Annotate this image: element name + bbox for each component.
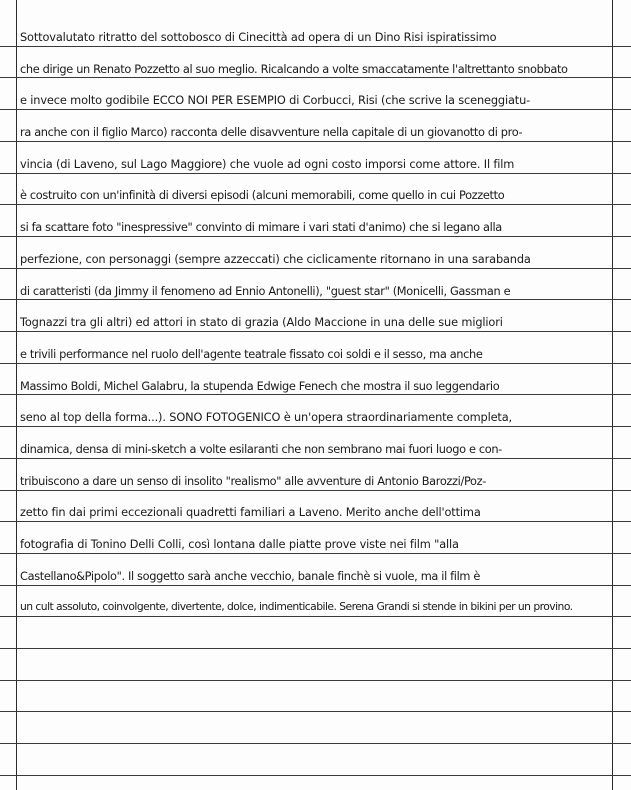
text-line: di caratteristi (da Jimmy il fenomeno ad Ennio Antonelli), "guest star" (Monicelli, Gassman e <box>20 283 511 298</box>
text-line: e invece molto godibile ECCO NOI PER ESEMPIO di Corbucci, Risi (che scrive la sceneggiatu- <box>20 93 531 108</box>
ruled-line <box>0 711 631 712</box>
text-line: zetto fin dai primi eccezionali quadretti familiari a Laveno. Merito anche dell'ottima <box>20 505 481 520</box>
text-line: è costruito con un'infinità di diversi episodi (alcuni memorabili, come quello in cui Pozzetto <box>20 188 505 203</box>
text-line: Sottovalutato ritratto del sottobosco di Cinecittà ad opera di un Dino Risi ispiratissimo <box>20 30 497 44</box>
ruled-line <box>0 680 631 681</box>
right-margin-line <box>612 0 613 790</box>
text-line: ra anche con il figlio Marco) racconta delle disavventure nella capitale di un giovanotto di pro- <box>20 125 523 140</box>
text-line: vincia (di Laveno, sul Lago Maggiore) che vuole ad ogni costo imporsi come attore. Il film <box>20 156 515 171</box>
text-line: si fa scattare foto "inespressive" convinto di mimare i vari stati d'animo) che si legano alla <box>20 220 502 235</box>
text-line: Tognazzi tra gli altri) ed attori in stato di grazia (Aldo Maccione in una delle sue migliori <box>20 315 503 330</box>
text-line: fotografia di Tonino Delli Colli, così lontana dalle piatte prove viste nei film "alla <box>20 537 459 551</box>
left-margin-line <box>16 0 17 790</box>
handwritten-text <box>20 20 612 622</box>
ruled-line <box>0 775 631 776</box>
text-line: che dirige un Renato Pozzetto al suo meglio. Ricalcando a volte smaccatamente l'altrettanto snobbato <box>20 61 568 76</box>
text-line: un cult assoluto, coinvolgente, divertente, dolce, indimenticabile. Serena Grandi si stende in bikini per un provino. <box>20 600 573 614</box>
text-line: Castellano&Pipolo". Il soggetto sarà anche vecchio, banale finchè si vuole, ma il film è <box>20 568 481 583</box>
ruled-line <box>0 743 631 744</box>
text-line: Massimo Boldi, Michel Galabru, la stupenda Edwige Fenech che mostra il suo leggendario <box>20 378 500 393</box>
text-line: seno al top della forma...). SONO FOTOGENICO è un'opera straordinariamente completa, <box>20 410 513 425</box>
text-line: tribuiscono a dare un senso di insolito "realismo" alle avventure di Antonio Barozzi/Poz- <box>20 473 487 488</box>
text-line: e trivili performance nel ruolo dell'agente teatrale fissato coi soldi e il sesso, ma anche <box>20 346 483 361</box>
text-line: perfezione, con personaggi (sempre azzeccati) che ciclicamente ritornano in una sarabanda <box>20 251 531 266</box>
text-line: dinamica, densa di mini-sketch a volte esilaranti che non sembrano mai fuori luogo e con- <box>20 441 502 456</box>
ruled-line <box>0 648 631 649</box>
